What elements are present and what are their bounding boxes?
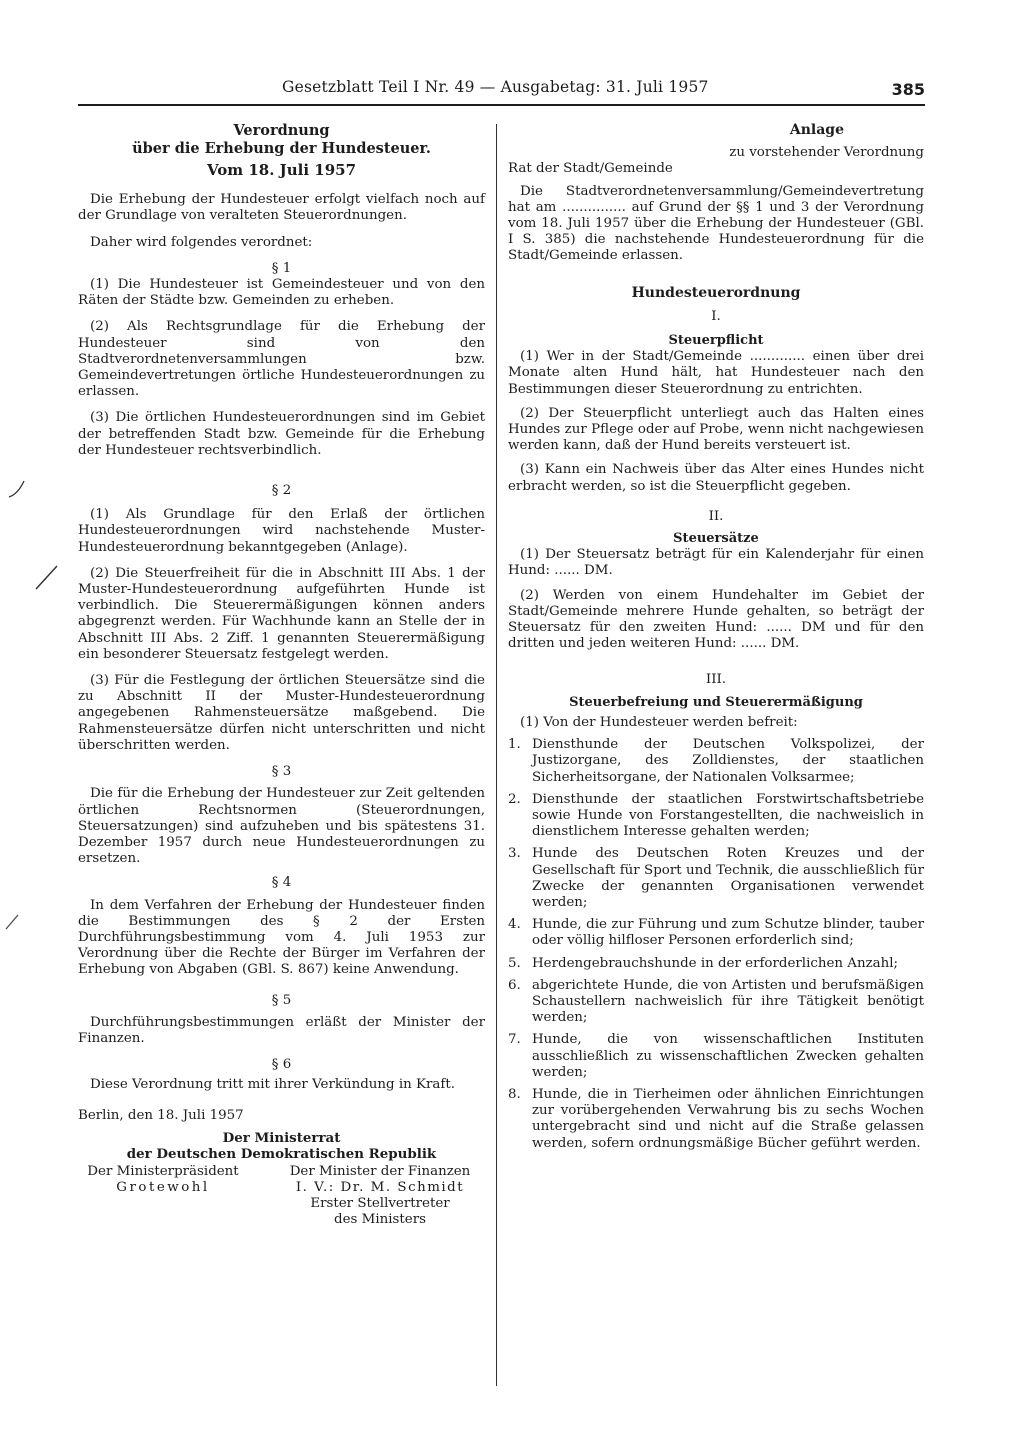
list-item: 7. Hunde, die von wissenschaftlichen Instituten ausschließlich zu wissenschaftlichen Zwecken gehalten werden; bbox=[508, 1032, 924, 1080]
section-heading-6: § 6 bbox=[271, 1057, 292, 1073]
part-2-number: II. bbox=[708, 508, 724, 524]
s2-para-2: (2) Die Steuerfreiheit für die in Abschnitt III Abs. 1 der Muster-Hundesteuerordnung aufgeführten Hunde ist verbindlich. Die Steuerermäßigungen können anders abgegrenzt werden. Für Wachhunde kann an Stelle der in Abschnitt III Abs. 2 Ziff. 1 genannten Steuerermäßigung ein besonderer Steuersatz festgelegt werden. bbox=[78, 565, 485, 662]
part-1-title: Steuerpflicht bbox=[668, 333, 764, 349]
margin-mark-1 bbox=[6, 478, 28, 500]
section-heading-5: § 5 bbox=[271, 992, 292, 1008]
council-line-2: der Deutschen Demokratischen Republik bbox=[126, 1145, 437, 1162]
p1-para-1: (1) Wer in der Stadt/Gemeinde ............. einen über drei Monate alten Hund hält, hat Hundesteuer nach den Bestimmungen dieser Steuerordnung zu entrichten. bbox=[508, 349, 924, 397]
council-name: Rat der Stadt/Gemeinde bbox=[508, 161, 673, 177]
section-heading-3: § 3 bbox=[271, 764, 292, 780]
column-divider bbox=[496, 124, 497, 1386]
place-date: Berlin, den 18. Juli 1957 bbox=[78, 1107, 244, 1123]
s3-para-1: Die für die Erhebung der Hundesteuer zur Zeit geltenden örtlichen Rechtsnormen (Steuerordnungen, Steuersatzungen) sind aufzuheben und bis spätestens 31. Dezember 1957 durch neue Hundesteuerordnungen zu ersetzen. bbox=[78, 786, 485, 867]
page-number: 385 bbox=[891, 80, 925, 99]
s2-para-3: (3) Für die Festlegung der örtlichen Steuersätze sind die zu Abschnitt II der Muster-Hundesteuerordnung angegebenen Rahmensteuersätze maßgebend. Die Rahmensteuersätze dürfen nicht unterschritten und nicht überschritten werden. bbox=[78, 673, 485, 753]
running-head: Gesetzblatt Teil I Nr. 49 — Ausgabetag: 31. Juli 1957 bbox=[282, 78, 709, 96]
left-column bbox=[78, 122, 485, 1229]
s6-para-1: Diese Verordnung tritt mit ihrer Verkündung in Kraft. bbox=[90, 1077, 456, 1093]
part-1-number: I. bbox=[711, 308, 721, 324]
p1-para-2: (2) Der Steuerpflicht unterliegt auch das Halten eines Hundes zur Pflege oder auf Probe, wenn nicht nachgewiesen werden kann, daß der Hund bereits versteuert ist. bbox=[508, 405, 924, 454]
annex-preamble: Die Stadtverordnetenversammlung/Gemeindevertretung hat am ............... auf Grund der §§ 1 und 3 der Verordnung vom 18. Juli 1957 über die Erhebung der Hundesteuer (GBl. I S. 385) die nachstehende Hundesteuerordnung für die Stadt/Gemeinde erlassen. bbox=[508, 183, 924, 264]
sig-right-role-2: des Ministers bbox=[334, 1212, 426, 1228]
list-item: 3. Hunde des Deutschen Roten Kreuzes und der Gesellschaft für Sport und Technik, die ausschließlich für Zwecke der genannten Organisationen verwendet werden; bbox=[508, 846, 924, 910]
part-3-title: Steuerbefreiung und Steuerermäßigung bbox=[569, 694, 863, 710]
signature-row bbox=[78, 1164, 485, 1229]
annex-title-wrap bbox=[508, 122, 924, 139]
s1-para-3: (3) Die örtlichen Hundesteuerordnungen sind im Gebiet der betreffenden Stadt bzw. Gemeinde für die Erhebung der Hundesteuer rechtsverbindlich. bbox=[78, 410, 485, 458]
s1-para-2: (2) Als Rechtsgrundlage für die Erhebung der Hundesteuer sind von den Stadtverordnetenversammlungen bzw. Gemeindevertretungen örtliche Hundesteuerordnungen zu erlassen. bbox=[78, 319, 485, 400]
list-item: 2. Diensthunde der staatlichen Forstwirtschaftsbetriebe sowie Hunde von Forstangestellten, die nachweislich in dienstlichem Interesse gehalten werden; bbox=[508, 791, 924, 840]
p2-para-2: (2) Werden von einem Hundehalter im Gebiet der Stadt/Gemeinde mehrere Hunde gehalten, so beträgt der Steuersatz für den zweiten Hund: ...... DM und für den dritten und jeden weiteren Hund: ...... DM. bbox=[508, 587, 924, 652]
s5-para-1: Durchführungsbestimmungen erläßt der Minister der Finanzen. bbox=[78, 1014, 485, 1046]
list-item: 6. abgerichtete Hunde, die von Artisten und berufsmäßigen Schaustellern nachweislich für ihre Tätigkeit benötigt werden; bbox=[508, 977, 924, 1026]
decree-title-line2: über die Erhebung der Hundesteuer. bbox=[132, 140, 431, 157]
decree-date: Vom 18. Juli 1957 bbox=[206, 161, 357, 179]
council-line-1: Der Ministerrat bbox=[222, 1129, 341, 1146]
s1-para-1: (1) Die Hundesteuer ist Gemeindesteuer und von den Räten der Städte bzw. Gemeinden zu erheben. bbox=[78, 277, 485, 309]
s2-para-1: (1) Als Grundlage für den Erlaß der örtlichen Hundesteuerordnungen wird nachstehende Muster-Hundesteuerordnung bekanntgegeben (Anlage). bbox=[78, 507, 485, 555]
part-2-title: Steuersätze bbox=[673, 531, 759, 547]
margin-mark-3 bbox=[4, 910, 22, 932]
sig-right-name: I. V.: Dr. M. Schmidt bbox=[295, 1179, 465, 1195]
right-column bbox=[508, 122, 924, 1152]
sig-left-title: Der Ministerpräsident bbox=[87, 1163, 239, 1179]
list-item: 4. Hunde, die zur Führung und zum Schutze blinder, tauber oder völlig hilfloser Personen erforderlich sind; bbox=[508, 917, 924, 949]
ordinance-title: Hundesteuerordnung bbox=[631, 284, 801, 301]
sig-right-title: Der Minister der Finanzen bbox=[289, 1163, 471, 1179]
annex-title: Anlage bbox=[789, 122, 844, 138]
intro-paragraph: Die Erhebung der Hundesteuer erfolgt vielfach noch auf der Grundlage von veralteten Steuerordnungen. bbox=[78, 192, 485, 224]
list-item: 5. Herdengebrauchshunde in der erforderlichen Anzahl; bbox=[508, 955, 899, 971]
sig-left-name: Grotewohl bbox=[116, 1179, 210, 1195]
section-heading-2: § 2 bbox=[271, 483, 292, 499]
exemption-list bbox=[508, 737, 924, 1152]
signature-prime-minister bbox=[78, 1164, 248, 1229]
margin-mark-2 bbox=[34, 562, 60, 592]
p1-para-3: (3) Kann ein Nachweis über das Alter eines Hundes nicht erbracht werden, so ist die Steuerpflicht gegeben. bbox=[508, 462, 924, 494]
p3-para-1: (1) Von der Hundesteuer werden befreit: bbox=[520, 714, 798, 730]
section-heading-1: § 1 bbox=[271, 260, 292, 276]
page-header bbox=[78, 78, 925, 106]
list-item: 8. Hunde, die in Tierheimen oder ähnlichen Einrichtungen zur vorübergehenden Verwahrung bis zu sechs Wochen untergebracht sind und nicht auf die Straße gelassen werden, sofern ordnungsmäßige Bücher geführt werden. bbox=[508, 1086, 924, 1151]
sig-right-role-1: Erster Stellvertreter bbox=[310, 1196, 450, 1212]
decree-formula: Daher wird folgendes verordnet: bbox=[90, 234, 313, 250]
list-item: 1. Diensthunde der Deutschen Volkspolizei, der Justizorgane, des Zolldienstes, der staatlichen Sicherheitsorgane, der Nationalen Volksarmee; bbox=[508, 737, 924, 785]
part-3-number: III. bbox=[705, 672, 727, 688]
signature-finance-minister bbox=[275, 1164, 485, 1229]
s4-para-1: In dem Verfahren der Erhebung der Hundesteuer finden die Bestimmungen des § 2 der Ersten Durchführungsbestimmung vom 4. Juli 1953 zur Verordnung über die Rechte der Bürger im Verfahren der Erhebung von Abgaben (GBl. S. 867) keine Anwendung. bbox=[78, 897, 485, 978]
annex-subtitle: zu vorstehender Verordnung bbox=[729, 145, 924, 161]
p2-para-1: (1) Der Steuersatz beträgt für ein Kalenderjahr für einen Hund: ...... DM. bbox=[508, 547, 924, 579]
decree-title-line1: Verordnung bbox=[233, 122, 330, 139]
section-heading-4: § 4 bbox=[271, 875, 292, 891]
